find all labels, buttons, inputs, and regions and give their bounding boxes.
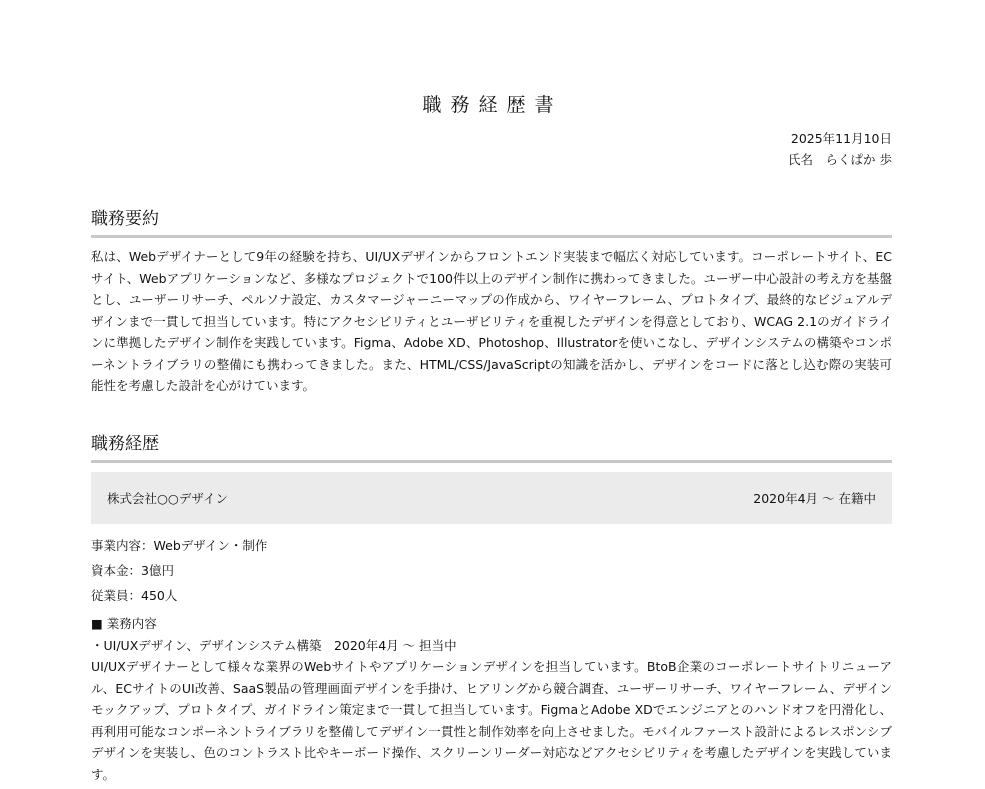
company-header xyxy=(91,472,892,524)
duties-heading: ■ 業務内容 xyxy=(91,616,157,631)
company-capital: 資本金：3億円 xyxy=(91,563,174,578)
employment-period: 2020年4月 〜 在籍中 xyxy=(753,491,876,506)
project-body: UI/UXデザイナーとして様々な業界のWebサイトやアプリケーションデザインを担当しています。BtoB企業のコーポレートサイトリニューアル、ECサイトのUI改善、SaaS製品の管理画面デザインを手掛け、ヒアリングから競合調査、ユーザーリサーチ、ワイヤーフレーム、デザインモックアップ、プロトタイプ、ガイドライン策定まで一貫して担当しています。FigmaとAdobe XDでエンジニアとのハンドオフを円滑化し、再利用可能なコンポーネントライブラリを整備してデザイン一貫性と制作効率を向上させました。モバイルファースト設計によるレスポンシブデザインを実装し、色のコントラスト比やキーボード操作、スクリーンリーダー対応などアクセシビリティを考慮したデザインを実践しています。 xyxy=(91,659,892,782)
document-meta xyxy=(788,128,892,170)
company-name: 株式会社○○デザイン xyxy=(107,491,228,506)
company-employees: 従業員：450人 xyxy=(91,588,178,603)
summary-heading: 職務要約 xyxy=(91,204,892,238)
author-name: 氏名 らくぱか 歩 xyxy=(788,152,892,167)
summary-body: 私は、Webデザイナーとして9年の経験を持ち、UI/UXデザインからフロントエンド実装まで幅広く対応しています。コーポレートサイト、ECサイト、Webアプリケーションなど、多様なプロジェクトで100件以上のデザイン制作に携わってきました。ユーザー中心設計の考え方を基盤とし、ユーザーリサーチ、ペルソナ設定、カスタマージャーニーマップの作成から、ワイヤーフレーム、プロトタイプ、最終的なビジュアルデザインまで一貫して担当しています。特にアクセシビリティとユーザビリティを重視したデザインを得意としており、WCAG 2.1のガイドラインに準拠したデザイン制作を実践しています。Figma、Adobe XD、Photoshop、Illustratorを使いこなし、デザインシステムの構築やコンポーネントライブラリの整備にも携わってきました。また、HTML/CSS/JavaScriptの知識を活かし、デザインをコードに落とし込む際の実装可能性を考慮した設計を心がけています。 xyxy=(91,249,892,393)
document-date: 2025年11月10日 xyxy=(790,131,892,146)
company-business: 事業内容：Webデザイン・制作 xyxy=(91,538,268,553)
history-heading: 職務経歴 xyxy=(91,429,892,463)
project-line: ・UI/UXデザイン、デザインシステム構築 2020年4月 〜 担当中 xyxy=(91,638,457,653)
document-title: 職務経歴書 xyxy=(422,94,563,116)
